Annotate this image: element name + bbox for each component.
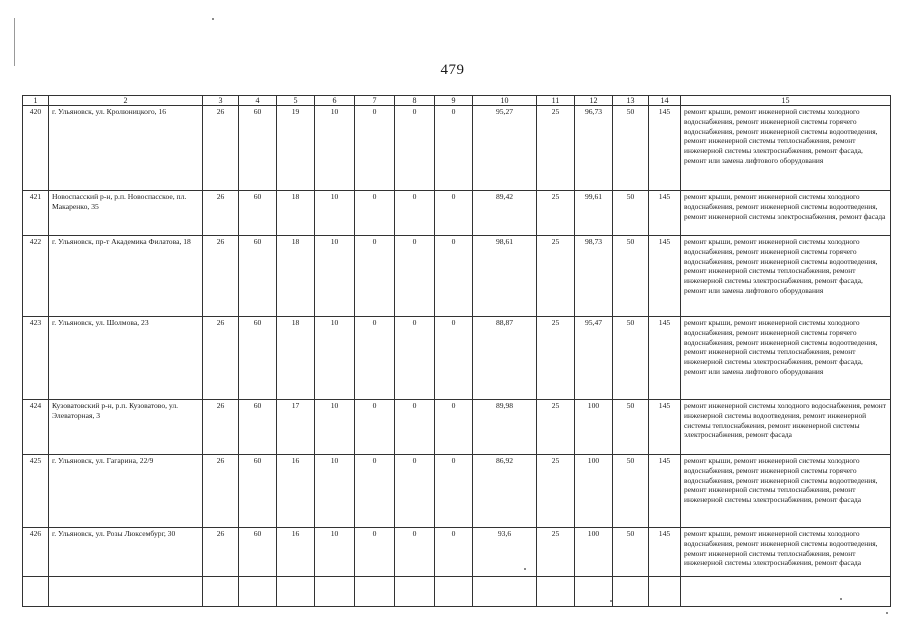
empty-cell	[49, 577, 203, 607]
table-row	[23, 106, 891, 191]
value-cell-col-14: 145	[649, 236, 681, 317]
row-number-cell: 422	[23, 236, 49, 317]
column-number-15: 15	[681, 96, 891, 106]
value-cell-col-4: 60	[239, 236, 277, 317]
value-cell-col-3: 26	[203, 528, 239, 577]
value-cell-col-8: 0	[395, 317, 435, 400]
table-row	[23, 528, 891, 577]
value-cell-col-11: 25	[537, 191, 575, 236]
value-cell-col-5: 18	[277, 236, 315, 317]
value-cell-col-3: 26	[203, 236, 239, 317]
row-number-cell: 426	[23, 528, 49, 577]
value-cell-col-10: 89,98	[473, 400, 537, 455]
repair-schedule-sheet	[22, 95, 890, 607]
value-cell-col-14: 145	[649, 455, 681, 528]
empty-cell	[277, 577, 315, 607]
value-cell-col-13: 50	[613, 106, 649, 191]
value-cell-col-7: 0	[355, 400, 395, 455]
row-number-cell: 421	[23, 191, 49, 236]
column-number-2: 2	[49, 96, 203, 106]
row-number-cell: 423	[23, 317, 49, 400]
empty-cell	[239, 577, 277, 607]
value-cell-col-12: 98,73	[575, 236, 613, 317]
value-cell-col-4: 60	[239, 455, 277, 528]
table-row	[23, 317, 891, 400]
value-cell-col-9: 0	[435, 317, 473, 400]
value-cell-col-10: 86,92	[473, 455, 537, 528]
value-cell-col-6: 10	[315, 455, 355, 528]
empty-cell	[203, 577, 239, 607]
column-number-13: 13	[613, 96, 649, 106]
value-cell-col-14: 145	[649, 317, 681, 400]
column-number-14: 14	[649, 96, 681, 106]
value-cell-col-12: 100	[575, 528, 613, 577]
empty-cell	[435, 577, 473, 607]
empty-cell	[537, 577, 575, 607]
value-cell-col-3: 26	[203, 317, 239, 400]
empty-cell	[681, 577, 891, 607]
value-cell-col-10: 88,87	[473, 317, 537, 400]
address-cell: г. Ульяновск, пр-т Академика Филатова, 18	[49, 236, 203, 317]
repair-schedule-table	[22, 95, 891, 607]
column-number-10: 10	[473, 96, 537, 106]
empty-cell	[315, 577, 355, 607]
value-cell-col-4: 60	[239, 317, 277, 400]
value-cell-col-6: 10	[315, 400, 355, 455]
column-number-6: 6	[315, 96, 355, 106]
value-cell-col-6: 10	[315, 317, 355, 400]
value-cell-col-3: 26	[203, 455, 239, 528]
empty-cell	[355, 577, 395, 607]
value-cell-col-9: 0	[435, 106, 473, 191]
works-list-cell: ремонт крыши, ремонт инженерной системы холодного водоснабжения, ремонт инженерной системы горячего водоснабжения, ремонт инженерной системы водоотведения, ремонт инженерной системы теплоснабжения, ремонт инженерной системы электроснабжения, ремонт фасада, ремонт или замена лифтового оборудования	[681, 236, 891, 317]
value-cell-col-6: 10	[315, 106, 355, 191]
value-cell-col-12: 100	[575, 455, 613, 528]
value-cell-col-4: 60	[239, 528, 277, 577]
value-cell-col-14: 145	[649, 106, 681, 191]
value-cell-col-4: 60	[239, 191, 277, 236]
value-cell-col-9: 0	[435, 400, 473, 455]
column-number-8: 8	[395, 96, 435, 106]
works-list-cell: ремонт крыши, ремонт инженерной системы холодного водоснабжения, ремонт инженерной системы водоотведения, ремонт инженерной системы теплоснабжения, ремонт инженерной системы электроснабжения, ремонт фасада	[681, 528, 891, 577]
value-cell-col-11: 25	[537, 400, 575, 455]
column-number-1: 1	[23, 96, 49, 106]
value-cell-col-12: 100	[575, 400, 613, 455]
column-number-5: 5	[277, 96, 315, 106]
empty-cell	[649, 577, 681, 607]
value-cell-col-12: 95,47	[575, 317, 613, 400]
value-cell-col-13: 50	[613, 455, 649, 528]
scan-speck	[212, 18, 214, 20]
value-cell-col-10: 93,6	[473, 528, 537, 577]
empty-cell	[575, 577, 613, 607]
value-cell-col-6: 10	[315, 528, 355, 577]
address-cell: г. Ульяновск, ул. Розы Люксембург, 30	[49, 528, 203, 577]
value-cell-col-11: 25	[537, 317, 575, 400]
value-cell-col-13: 50	[613, 400, 649, 455]
empty-cell	[613, 577, 649, 607]
value-cell-col-5: 18	[277, 317, 315, 400]
value-cell-col-8: 0	[395, 455, 435, 528]
value-cell-col-4: 60	[239, 400, 277, 455]
value-cell-col-7: 0	[355, 191, 395, 236]
address-cell: г. Ульяновск, ул. Гагарина, 22/9	[49, 455, 203, 528]
value-cell-col-5: 17	[277, 400, 315, 455]
value-cell-col-9: 0	[435, 528, 473, 577]
value-cell-col-4: 60	[239, 106, 277, 191]
works-list-cell: ремонт крыши, ремонт инженерной системы холодного водоснабжения, ремонт инженерной системы горячего водоснабжения, ремонт инженерной системы водоотведения, ремонт инженерной системы теплоснабжения, ремонт инженерной системы электроснабжения, ремонт фасада, ремонт или замена лифтового оборудования	[681, 106, 891, 191]
scan-speck	[524, 568, 526, 570]
column-number-11: 11	[537, 96, 575, 106]
value-cell-col-7: 0	[355, 317, 395, 400]
column-number-9: 9	[435, 96, 473, 106]
value-cell-col-3: 26	[203, 400, 239, 455]
value-cell-col-13: 50	[613, 528, 649, 577]
value-cell-col-8: 0	[395, 191, 435, 236]
value-cell-col-14: 145	[649, 400, 681, 455]
value-cell-col-10: 95,27	[473, 106, 537, 191]
table-body	[23, 106, 891, 607]
margin-rule	[14, 18, 15, 66]
value-cell-col-11: 25	[537, 528, 575, 577]
value-cell-col-14: 145	[649, 191, 681, 236]
value-cell-col-13: 50	[613, 317, 649, 400]
address-cell: Кузоватовский р-н, р.п. Кузоватово, ул. Элеваторная, 3	[49, 400, 203, 455]
value-cell-col-10: 89,42	[473, 191, 537, 236]
value-cell-col-8: 0	[395, 236, 435, 317]
empty-cell	[23, 577, 49, 607]
works-list-cell: ремонт крыши, ремонт инженерной системы холодного водоснабжения, ремонт инженерной системы водоотведения, ремонт инженерной системы электроснабжения, ремонт фасада	[681, 191, 891, 236]
column-number-3: 3	[203, 96, 239, 106]
row-number-cell: 425	[23, 455, 49, 528]
works-list-cell: ремонт инженерной системы холодного водоснабжения, ремонт инженерной системы водоотведения, ремонт инженерной системы теплоснабжения, ремонт инженерной системы электроснабжения, ремонт фасада	[681, 400, 891, 455]
address-cell: Новоспасский р-н, р.п. Новоспасское, пл. Макаренко, 35	[49, 191, 203, 236]
value-cell-col-7: 0	[355, 455, 395, 528]
value-cell-col-8: 0	[395, 400, 435, 455]
value-cell-col-7: 0	[355, 106, 395, 191]
column-number-row	[23, 96, 891, 106]
works-list-cell: ремонт крыши, ремонт инженерной системы холодного водоснабжения, ремонт инженерной системы горячего водоснабжения, ремонт инженерной системы водоотведения, ремонт инженерной системы теплоснабжения, ремонт инженерной системы электроснабжения, ремонт фасада	[681, 455, 891, 528]
value-cell-col-10: 98,61	[473, 236, 537, 317]
empty-cell	[473, 577, 537, 607]
page-number: 479	[440, 62, 465, 78]
column-number-7: 7	[355, 96, 395, 106]
value-cell-col-13: 50	[613, 236, 649, 317]
value-cell-col-3: 26	[203, 106, 239, 191]
address-cell: г. Ульяновск, ул. Кролюницкого, 16	[49, 106, 203, 191]
value-cell-col-11: 25	[537, 455, 575, 528]
table-row	[23, 191, 891, 236]
table-row	[23, 236, 891, 317]
scan-speck	[886, 612, 888, 614]
value-cell-col-11: 25	[537, 106, 575, 191]
value-cell-col-5: 18	[277, 191, 315, 236]
value-cell-col-12: 96,73	[575, 106, 613, 191]
works-list-cell: ремонт крыши, ремонт инженерной системы холодного водоснабжения, ремонт инженерной системы горячего водоснабжения, ремонт инженерной системы водоотведения, ремонт инженерной системы теплоснабжения, ремонт инженерной системы электроснабжения, ремонт фасада, ремонт или замена лифтового оборудования	[681, 317, 891, 400]
value-cell-col-9: 0	[435, 236, 473, 317]
value-cell-col-8: 0	[395, 528, 435, 577]
row-number-cell: 420	[23, 106, 49, 191]
scan-speck	[840, 598, 842, 600]
empty-cell	[395, 577, 435, 607]
value-cell-col-13: 50	[613, 191, 649, 236]
value-cell-col-5: 16	[277, 528, 315, 577]
column-number-4: 4	[239, 96, 277, 106]
value-cell-col-6: 10	[315, 191, 355, 236]
value-cell-col-12: 99,61	[575, 191, 613, 236]
value-cell-col-7: 0	[355, 236, 395, 317]
value-cell-col-8: 0	[395, 106, 435, 191]
address-cell: г. Ульяновск, ул. Шолмова, 23	[49, 317, 203, 400]
scan-speck	[610, 600, 612, 602]
value-cell-col-11: 25	[537, 236, 575, 317]
value-cell-col-6: 10	[315, 236, 355, 317]
row-number-cell: 424	[23, 400, 49, 455]
value-cell-col-5: 16	[277, 455, 315, 528]
column-number-12: 12	[575, 96, 613, 106]
value-cell-col-14: 145	[649, 528, 681, 577]
value-cell-col-5: 19	[277, 106, 315, 191]
value-cell-col-9: 0	[435, 191, 473, 236]
value-cell-col-3: 26	[203, 191, 239, 236]
value-cell-col-7: 0	[355, 528, 395, 577]
empty-table-row	[23, 577, 891, 607]
table-row	[23, 455, 891, 528]
value-cell-col-9: 0	[435, 455, 473, 528]
table-row	[23, 400, 891, 455]
